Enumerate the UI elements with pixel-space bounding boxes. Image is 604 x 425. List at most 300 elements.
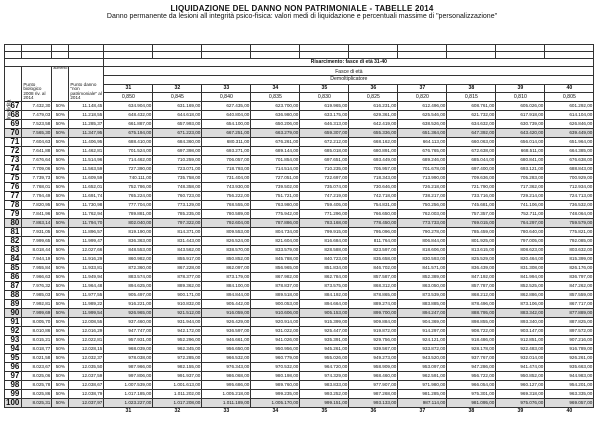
invalidita-label: Invalidità (6, 99, 13, 120)
amount-cell: 830.593,00 (398, 255, 447, 264)
table-row (5, 165, 594, 174)
punto-value: 7.479,03 (22, 111, 52, 120)
amount-cell: 943.520,00 (398, 354, 447, 363)
punto-value: 7.709,06 (22, 165, 52, 174)
amount-cell: 950.956,00 (251, 345, 300, 354)
amount-cell: 664.113,00 (398, 138, 447, 147)
amount-cell: 910.606,00 (251, 309, 300, 318)
amount-cell: 813.615,00 (447, 246, 496, 255)
empty-cell (545, 51, 594, 58)
amount-cell: 931.022,00 (251, 327, 300, 336)
amount-cell: 949.273,00 (349, 354, 398, 363)
amount-cell: 964.720,00 (300, 363, 349, 372)
punto-value: 7.641,88 (22, 147, 52, 156)
amount-cell: 646.313,00 (300, 120, 349, 129)
amount-cell: 627.435,00 (202, 102, 251, 111)
invalidity-value: 76 (5, 183, 22, 192)
amount-cell: 954.201,00 (545, 381, 594, 390)
amount-cell: 790.278,00 (398, 228, 447, 237)
amount-cell: 778.450,00 (349, 219, 398, 228)
invalidity-value: 100 (5, 399, 22, 408)
amount-cell: 851.834,00 (300, 264, 349, 273)
punto-value: 8.023,67 (22, 363, 52, 372)
col-punto-np-header: Punto danno "non patrimoniale" al 2014 (69, 67, 104, 102)
punto-np-value: 12.022,81 (69, 336, 104, 345)
table-row (5, 138, 594, 147)
amount-cell: 775.821,00 (545, 228, 594, 237)
amount-cell: 900.171,00 (153, 291, 202, 300)
punto-value: 7.966,63 (22, 273, 52, 282)
invalidity-value: 77 (5, 192, 22, 201)
amount-cell: 640.804,00 (202, 111, 251, 120)
punto-value: 7.841,96 (22, 210, 52, 219)
amount-cell: 693.271,00 (202, 147, 251, 156)
empty-cell (69, 408, 104, 417)
amount-cell: 897.572,00 (545, 327, 594, 336)
amount-cell: 633.175,00 (300, 111, 349, 120)
table-row (5, 255, 594, 264)
amount-cell: 840.723,00 (300, 255, 349, 264)
invalidity-value: 92 (5, 327, 22, 336)
punto-np-value: 11.964,48 (69, 282, 104, 291)
empty-cell (5, 408, 22, 417)
punto-value: 8.021,58 (22, 354, 52, 363)
amount-cell: 680.311,00 (202, 138, 251, 147)
amount-cell: 825.529,00 (447, 255, 496, 264)
amount-cell: 634.904,00 (104, 102, 153, 111)
table-row (5, 282, 594, 291)
table-row (5, 129, 594, 138)
punto-value: 7.432,30 (22, 102, 52, 111)
demolt-value: 0,835 (251, 93, 300, 102)
amount-cell: 971.980,00 (398, 381, 447, 390)
empty-cell (104, 51, 153, 58)
amount-cell: 898.855,00 (447, 318, 496, 327)
punto-value: 8.010,86 (22, 327, 52, 336)
punto-value: 7.523,58 (22, 120, 52, 129)
amount-cell: 862.886,00 (496, 291, 545, 300)
amount-cell: 651.364,00 (398, 129, 447, 138)
punto-value: 8.018,77 (22, 345, 52, 354)
amount-cell: 894.625,00 (104, 282, 153, 291)
age-header: 38 (447, 84, 496, 93)
amount-cell: 905.497,00 (104, 291, 153, 300)
col-punto-header: Punto biologico 2008 riv. al 2014 (22, 67, 52, 102)
amount-cell: 648.432,00 (104, 111, 153, 120)
aumento-value: 50% (52, 165, 69, 174)
punto-np-value: 11.916,29 (69, 255, 104, 264)
aumento-value: 50% (52, 210, 69, 219)
amount-cell: 952.296,00 (153, 336, 202, 345)
amount-cell: 693.121,00 (496, 165, 545, 174)
amount-cell: 644.618,00 (153, 111, 202, 120)
table-row (5, 336, 594, 345)
punto-np-value: 11.462,81 (69, 147, 104, 156)
table-row (5, 111, 594, 120)
amount-cell: 605.026,00 (496, 102, 545, 111)
amount-cell: 808.623,00 (496, 246, 545, 255)
invalidity-value: 86 (5, 273, 22, 282)
table-row (5, 237, 594, 246)
amount-cell: 731.404,00 (202, 174, 251, 183)
amount-cell: 935.391,00 (300, 336, 349, 345)
amount-cell: 944.983,00 (545, 372, 594, 381)
amount-cell: 693.449,00 (349, 156, 398, 165)
amount-cell: 978.038,00 (104, 354, 153, 363)
amount-cell: 701.524,00 (104, 147, 153, 156)
amount-cell: 638.526,00 (398, 120, 447, 129)
amount-cell: 838.570,00 (202, 246, 251, 255)
amount-cell: 932.014,00 (496, 354, 545, 363)
amount-cell: 765.224,00 (104, 192, 153, 201)
amount-cell: 847.192,00 (447, 273, 496, 282)
amount-cell: 642.419,00 (349, 120, 398, 129)
amount-cell: 862.097,00 (202, 264, 251, 273)
amount-cell: 783.168,00 (300, 219, 349, 228)
amount-cell: 835.658,00 (349, 255, 398, 264)
aumento-value: 50% (52, 318, 69, 327)
amount-cell: 960.127,00 (496, 381, 545, 390)
amount-cell: 1.023.227,00 (104, 399, 153, 408)
empty-cell (300, 51, 349, 58)
amount-cell: 908.722,00 (447, 327, 496, 336)
amount-cell: 766.650,00 (349, 210, 398, 219)
amount-cell: 867.982,00 (251, 273, 300, 282)
amount-cell: 816.684,00 (300, 237, 349, 246)
amount-cell: 819.190,00 (104, 228, 153, 237)
aumento-value: 50% (52, 237, 69, 246)
punto-np-value: 11.148,45 (69, 102, 104, 111)
punto-np-value: 11.989,22 (69, 300, 104, 309)
amount-cell: 976.343,00 (202, 363, 251, 372)
amount-cell: 899.700,00 (349, 309, 398, 318)
amount-cell: 936.597,00 (202, 327, 251, 336)
amount-cell: 680.891,00 (349, 147, 398, 156)
empty-cell (545, 45, 594, 52)
amount-cell: 608.761,00 (447, 102, 496, 111)
footer-ages-row (5, 408, 594, 417)
amount-cell: 655.336,00 (349, 129, 398, 138)
punto-value: 7.944,19 (22, 255, 52, 264)
footer-age: 32 (153, 408, 202, 417)
amount-cell: 803.632,00 (545, 246, 594, 255)
amount-cell: 916.221,00 (104, 300, 153, 309)
page-subtitle: Danno permanente da lesioni all integrità psico-fisica: valori medi di liquidazione e percentuali massime di "personalizzazione" (106, 13, 498, 20)
amount-cell: 877.889,00 (545, 309, 594, 318)
invalidity-value: 80 (5, 219, 22, 228)
empty-cell (251, 45, 300, 52)
invalidity-value: 93 (5, 336, 22, 345)
amount-cell: 750.256,00 (398, 201, 447, 210)
punto-value: 7.985,03 (22, 291, 52, 300)
punto-value: 7.676,64 (22, 156, 52, 165)
demolt-value: 0,830 (300, 93, 349, 102)
amount-cell: 974.329,00 (300, 372, 349, 381)
table-row (5, 120, 594, 129)
amount-cell: 735.074,00 (300, 183, 349, 192)
table-row (5, 399, 594, 408)
amount-cell: 833.579,00 (251, 246, 300, 255)
age-header: 37 (398, 84, 447, 93)
amount-cell: 659.307,00 (300, 129, 349, 138)
punto-np-value: 12.037,59 (69, 372, 104, 381)
amount-cell: 601.292,00 (545, 102, 594, 111)
amount-cell: 759.579,00 (545, 219, 594, 228)
amount-cell: 828.588,00 (300, 246, 349, 255)
amount-cell: 697.400,00 (447, 165, 496, 174)
amount-cell: 941.474,00 (496, 363, 545, 372)
amount-cell: 969.057,00 (545, 399, 594, 408)
age-header: 36 (349, 84, 398, 93)
empty-grid-row (5, 45, 594, 52)
punto-value: 8.025,86 (22, 390, 52, 399)
amount-cell: 894.664,00 (300, 300, 349, 309)
empty-cell (52, 45, 69, 52)
punto-value: 7.863,14 (22, 219, 52, 228)
table-row (5, 309, 594, 318)
amount-cell: 883.885,00 (398, 300, 447, 309)
amount-cell: 922.483,00 (496, 345, 545, 354)
aumento-value: 50% (52, 111, 69, 120)
amount-cell: 889.518,00 (251, 291, 300, 300)
amount-cell: 802.040,00 (104, 219, 153, 228)
aumento-value: 50% (52, 246, 69, 255)
invalidity-value: 71 (5, 138, 22, 147)
amount-cell: 887.825,00 (545, 318, 594, 327)
amount-cell: 929.756,00 (349, 336, 398, 345)
invalidity-value: 68 (5, 111, 22, 120)
table-row (5, 246, 594, 255)
amount-cell: 894.247,00 (398, 309, 447, 318)
table-row (5, 219, 594, 228)
empty-cell (153, 45, 202, 52)
aumento-value: 50% (52, 264, 69, 273)
invalidity-value: 74 (5, 165, 22, 174)
amount-cell: 845.788,00 (251, 255, 300, 264)
amount-cell: 836.363,00 (104, 237, 153, 246)
amount-cell: 847.262,00 (545, 282, 594, 291)
amount-cell: 768.555,00 (202, 201, 251, 210)
punto-np-value: 11.933,81 (69, 264, 104, 273)
empty-cell (69, 45, 104, 52)
amount-cell: 977.907,00 (349, 381, 398, 390)
amount-cell: 1.011.202,00 (153, 390, 202, 399)
age-header: 34 (251, 84, 300, 93)
amount-cell: 856.965,00 (251, 264, 300, 273)
aumento-value: 50% (52, 282, 69, 291)
aumento-value: 50% (52, 372, 69, 381)
punto-np-value: 11.563,59 (69, 165, 104, 174)
table-row (5, 381, 594, 390)
amount-cell: 884.192,00 (300, 291, 349, 300)
punto-value: 7.604,63 (22, 138, 52, 147)
amount-cell: 614.104,00 (545, 111, 594, 120)
amount-cell: 926.261,00 (545, 354, 594, 363)
amount-cell: 634.632,00 (447, 120, 496, 129)
col-aumento-header: aumento (52, 67, 69, 102)
amount-cell: 962.345,00 (153, 345, 202, 354)
punto-value: 8.015,21 (22, 336, 52, 345)
punto-np-value: 11.794,70 (69, 219, 104, 228)
footer-age: 34 (251, 408, 300, 417)
empty-cell (202, 51, 251, 58)
invalidity-value: 72 (5, 147, 22, 156)
amount-cell: 773.733,00 (398, 219, 447, 228)
amount-cell: 999.151,00 (300, 399, 349, 408)
aumento-value: 50% (52, 174, 69, 183)
page-title: LIQUIDAZIONE DEL DANNO NON PATRIMONIALE - TABELLE 2014 (170, 4, 434, 13)
amount-cell: 852.525,00 (496, 282, 545, 291)
amount-cell: 928.178,00 (447, 345, 496, 354)
amount-cell: 721.790,00 (447, 183, 496, 192)
amount-cell: 747.219,00 (300, 192, 349, 201)
punto-np-value: 11.347,95 (69, 129, 104, 138)
punto-value: 7.820,95 (22, 201, 52, 210)
punto-value: 8.018,44 (22, 246, 52, 255)
footer-age: 40 (545, 408, 594, 417)
amount-cell: 754.831,00 (349, 201, 398, 210)
eta-row (5, 67, 594, 76)
amount-cell: 675.194,00 (104, 129, 153, 138)
amount-cell: 626.846,00 (545, 120, 594, 129)
amount-cell: 663.279,00 (251, 129, 300, 138)
amount-cell: 872.360,00 (104, 264, 153, 273)
punto-np-value: 11.514,96 (69, 156, 104, 165)
table-row (5, 273, 594, 282)
table-row (5, 300, 594, 309)
amount-cell: 818.606,00 (398, 246, 447, 255)
invalidity-value: 70 (5, 129, 22, 138)
amount-cell: 963.335,00 (545, 390, 594, 399)
amount-cell: 1.005.170,00 (251, 399, 300, 408)
table-row (5, 372, 594, 381)
amount-cell: 968.460,00 (349, 372, 398, 381)
amount-cell: 689.144,00 (251, 147, 300, 156)
amount-cell: 667.251,00 (202, 129, 251, 138)
aumento-value: 50% (52, 156, 69, 165)
amount-cell: 714.514,00 (251, 165, 300, 174)
empty-cell (496, 51, 545, 58)
empty-cell (104, 45, 153, 52)
amount-cell: 623.700,00 (251, 102, 300, 111)
amount-cell: 918.486,00 (447, 336, 496, 345)
amount-cell: 797.322,00 (153, 219, 202, 228)
amount-cell: 724.713,00 (545, 192, 594, 201)
amount-cell: 955.026,00 (300, 354, 349, 363)
punto-np-value: 11.999,47 (69, 237, 104, 246)
amount-cell: 806.844,00 (398, 237, 447, 246)
amount-cell: 617.918,00 (496, 111, 545, 120)
amount-cell: 676.638,00 (545, 156, 594, 165)
amount-cell: 650.206,00 (251, 120, 300, 129)
aumento-value: 50% (52, 219, 69, 228)
amount-cell: 616.231,00 (349, 102, 398, 111)
amount-cell: 981.285,00 (398, 390, 447, 399)
amount-cell: 685.044,00 (447, 156, 496, 165)
amount-cell: 804.734,00 (251, 228, 300, 237)
amount-cell: 1.005.218,00 (202, 390, 251, 399)
amount-cell: 904.369,00 (398, 318, 447, 327)
liquidation-table (4, 44, 594, 416)
amount-cell: 841.994,00 (496, 273, 545, 282)
punto-np-value: 12.027,66 (69, 246, 104, 255)
amount-cell: 937.767,00 (447, 354, 496, 363)
amount-cell: 780.589,00 (202, 210, 251, 219)
amount-cell: 741.106,00 (496, 201, 545, 210)
amount-cell: 968.039,00 (104, 345, 153, 354)
demolt-value: 0,815 (447, 93, 496, 102)
amount-cell: 878.837,00 (251, 282, 300, 291)
amount-cell: 733.716,00 (447, 192, 496, 201)
footer-age: 36 (349, 408, 398, 417)
amount-cell: 1.017.185,00 (104, 390, 153, 399)
amount-cell: 709.636,00 (447, 174, 496, 183)
amount-cell: 953.097,00 (398, 363, 447, 372)
amount-cell: 937.460,00 (104, 318, 153, 327)
amount-cell: 700.929,00 (545, 174, 594, 183)
invalidity-value: 79 (5, 210, 22, 219)
demolt-value: 0,810 (496, 93, 545, 102)
amount-cell: 789.881,00 (104, 210, 153, 219)
amount-cell: 946.661,00 (202, 336, 251, 345)
empty-cell (398, 51, 447, 58)
amount-cell: 836.797,00 (545, 273, 594, 282)
table-row (5, 102, 594, 111)
table-row (5, 390, 594, 399)
amount-cell: 748.358,00 (153, 183, 202, 192)
amount-cell: 862.784,00 (300, 273, 349, 282)
amount-cell: 841.571,00 (398, 264, 447, 273)
punto-np-value: 11.762,94 (69, 210, 104, 219)
punto-np-value: 11.218,55 (69, 111, 104, 120)
amount-cell: 907.216,00 (545, 336, 594, 345)
amount-cell: 680.841,00 (496, 156, 545, 165)
amount-cell: 740.111,00 (104, 174, 153, 183)
amount-cell: 759.405,00 (300, 201, 349, 210)
footer-age: 39 (496, 408, 545, 417)
invalidity-value: 89 (5, 300, 22, 309)
table-row (5, 174, 594, 183)
amount-cell: 826.176,00 (545, 264, 594, 273)
punto-value: 7.768,01 (22, 183, 52, 192)
amount-cell: 910.832,00 (153, 300, 202, 309)
amount-cell: 924.121,00 (398, 336, 447, 345)
amount-cell: 811.764,00 (349, 237, 398, 246)
amount-cell: 884.100,00 (202, 282, 251, 291)
amount-cell: 991.937,00 (153, 372, 202, 381)
amount-cell: 999.235,00 (251, 390, 300, 399)
aumento-value: 50% (52, 273, 69, 282)
punto-value: 7.999,65 (22, 237, 52, 246)
amount-cell: 773.129,00 (153, 201, 202, 210)
amount-cell: 705.957,00 (349, 165, 398, 174)
amount-cell: 701.678,00 (398, 165, 447, 174)
invalidity-value: 95 (5, 354, 22, 363)
punto-value: 7.565,30 (22, 129, 52, 138)
invalidity-value: 83 (5, 246, 22, 255)
table-row (5, 192, 594, 201)
empty-cell (5, 51, 22, 58)
aumento-value: 50% (52, 138, 69, 147)
amount-cell: 672.638,00 (447, 147, 496, 156)
amount-cell: 1.001.613,00 (153, 381, 202, 390)
aumento-value: 50% (52, 183, 69, 192)
amount-cell: 742.718,00 (349, 192, 398, 201)
amount-cell: 987.114,00 (398, 399, 447, 408)
amount-cell: 660.063,00 (447, 138, 496, 147)
amount-cell: 981.095,00 (447, 399, 496, 408)
amount-cell: 717.362,00 (496, 183, 545, 192)
